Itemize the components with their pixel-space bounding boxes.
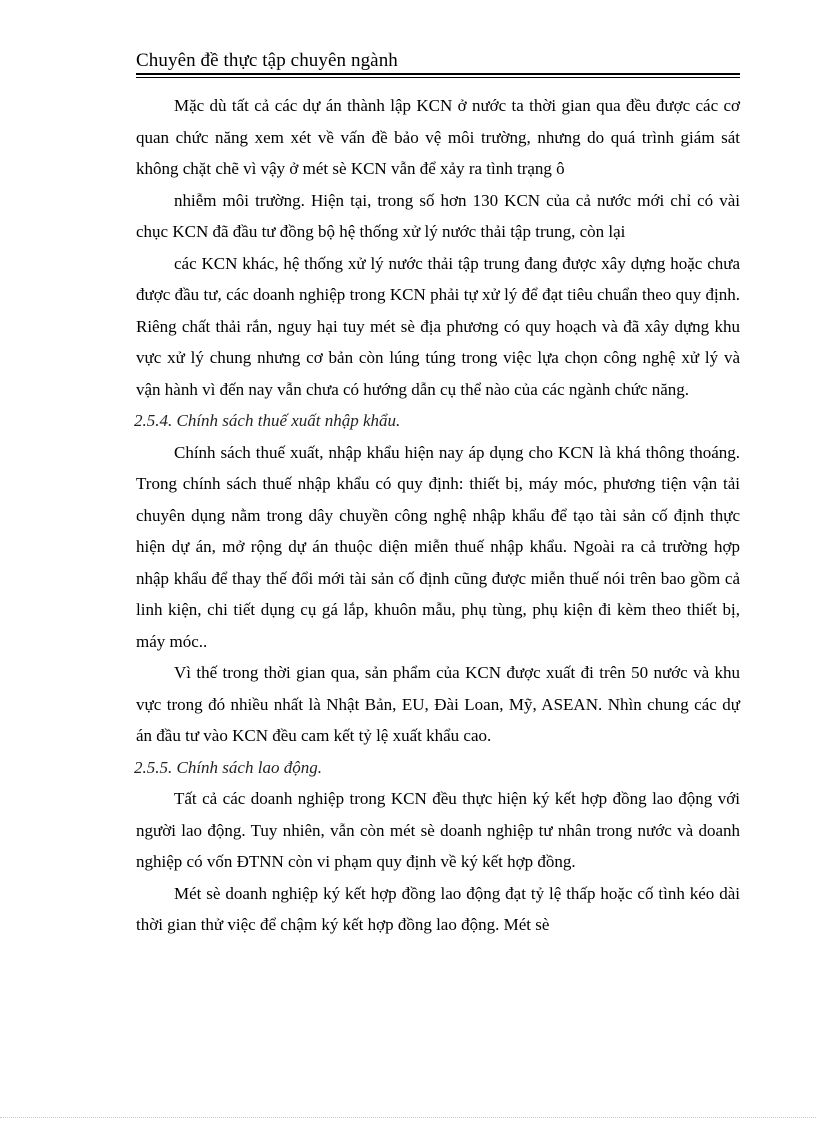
section-heading-tax-policy: 2.5.4. Chính sách thuế xuất nhập khẩu.: [134, 411, 401, 430]
section-heading-labor-policy: 2.5.5. Chính sách lao động.: [134, 757, 322, 777]
paragraph-labor-violations: Mét sè doanh nghiệp ký kết hợp đồng lao động đạt tỷ lệ thấp hoặc cố tình kéo dài thời gian thử việc để chậm ký kết hợp đồng lao động. Mét sè: [136, 883, 740, 934]
paragraph-tax-policy: Chính sách thuế xuất, nhập khẩu hiện nay áp dụng cho KCN là khá thông thoáng. Trong chính sách thuế nhập khẩu có quy định: thiết bị, máy móc, phương tiện vận tải chuyên dụng nằm trong dây chuyền công nghệ nhập khẩu để tạo tài sản cố định thực hiện dự án, mở rộng dự án thuộc diện miễn thuế nhập khẩu. Ngoài ra cả trường hợp nhập khẩu để thay thế đổi mới tài sản cố định cũng được miễn thuế nói trên bao gồm cả linh kiện, chi tiết dụng cụ gá lắp, khuôn mẫu, phụ tùng, phụ kiện đi kèm theo thiết bị, máy móc..: [136, 442, 740, 651]
document-body: [136, 90, 740, 941]
paragraph-labor-contracts: Tất cả các doanh nghiệp trong KCN đều thực hiện ký kết hợp đồng lao động với người lao động. Tuy nhiên, vẫn còn mét sè doanh nghiệp tư nhân trong nước và doanh nghiệp có vốn ĐTNN còn vi phạm quy định về ký kết hợp đồng.: [136, 789, 740, 871]
paragraph-environment-1: Mặc dù tất cả các dự án thành lập KCN ở nước ta thời gian qua đều được các cơ quan chức năng xem xét về vấn đề bảo vệ môi trường, nhưng do quá trình giám sát không chặt chẽ vì vậy ở mét sè KCN vẫn để xảy ra tình trạng ô: [136, 96, 740, 178]
page-bottom-border: [0, 1117, 816, 1118]
header-rule-thin: [136, 77, 740, 78]
paragraph-environment-3: các KCN khác, hệ thống xử lý nước thải tập trung đang được xây dựng hoặc chưa được đầu tư, các doanh nghiệp trong KCN phải tự xử lý để đạt tiêu chuẩn theo quy định. Riêng chất thải rắn, nguy hại tuy mét sè địa phương có quy hoạch và đã xây dựng khu vực xử lý chung nhưng cơ bản còn lúng túng trong việc lựa chọn công nghệ xử lý và vận hành vì đến nay vẫn chưa có hướng dẫn cụ thể nào của các ngành chức năng.: [136, 253, 740, 399]
paragraph-environment-2: nhiễm môi trường. Hiện tại, trong số hơn 130 KCN của cả nước mới chỉ có vài chục KCN đã đầu tư đồng bộ hệ thống xử lý nước thải tập trung, còn lại: [136, 190, 740, 241]
paragraph-export: Vì thế trong thời gian qua, sản phẩm của KCN được xuất đi trên 50 nước và khu vực trong đó nhiều nhất là Nhật Bản, EU, Đài Loan, Mỹ, ASEAN. Nhìn chung các dự án đầu tư vào KCN đều cam kết tỷ lệ xuất khẩu cao.: [136, 663, 740, 745]
page-header: [136, 50, 740, 78]
header-rule-thick: [136, 73, 740, 75]
header-title: Chuyên đề thực tập chuyên ngành: [136, 50, 398, 71]
